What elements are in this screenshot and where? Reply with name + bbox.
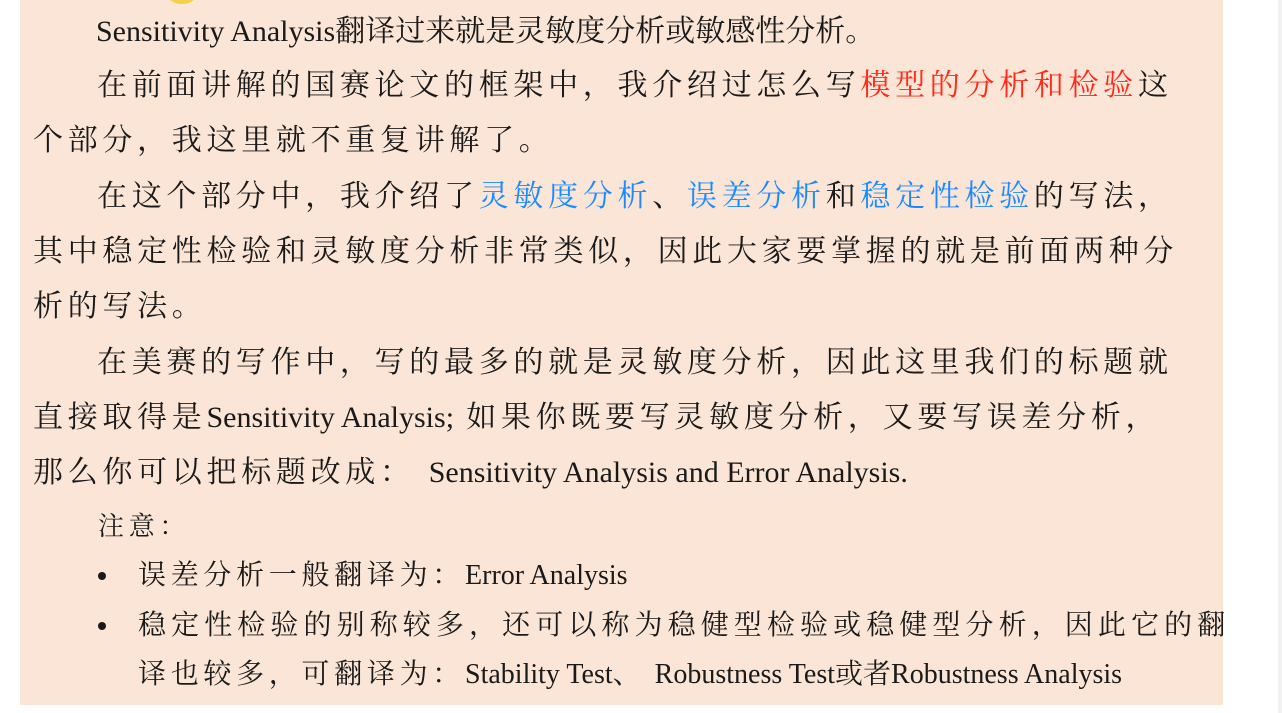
paragraph-2-line-1 xyxy=(97,66,1173,106)
decorative-dot xyxy=(168,0,196,4)
bullet2-or: 或者 xyxy=(835,659,892,690)
p3-line3-text: 析的写法。 xyxy=(33,290,207,323)
p2-line1-tail: 这 xyxy=(1138,69,1173,102)
paragraph-4-line-3 xyxy=(33,453,908,493)
p2-line2-text: 个部分，我这里就不重复讲解了。 xyxy=(33,124,554,157)
p4-line1-text: 在美赛的写作中，写的最多的就是灵敏度分析，因此这里我们的标题就 xyxy=(97,346,1173,379)
paragraph-4-line-1 xyxy=(97,343,1173,383)
p3-line2-text: 其中稳定性检验和灵敏度分析非常类似，因此大家要掌握的就是前面两种分 xyxy=(33,235,1179,268)
bullet2-stability-test: Stability Test、 xyxy=(465,659,641,690)
paragraph-2-line-2 xyxy=(33,121,554,161)
p3-error-analysis-link: 误差分析 xyxy=(686,180,826,213)
p3-separator: 、 xyxy=(652,180,687,213)
bullet2-line1: 稳定性检验的别称较多，还可以称为稳健型检验或稳健型分析，因此它的翻 xyxy=(138,610,1231,641)
p4-line2-cn: 直接取得是 xyxy=(33,401,207,434)
paragraph-3-line-3 xyxy=(33,287,207,327)
note-bullet-1 xyxy=(138,556,628,596)
p4-line3-cn: 那么你可以把标题改成： xyxy=(33,456,415,489)
p3-and: 和 xyxy=(825,180,861,213)
note-bullet-2-line-2 xyxy=(138,655,1122,695)
paragraph-3-line-1 xyxy=(97,177,1173,217)
p1-line1: Sensitivity Analysis翻译过来就是灵敏度分析或敏感性分析。 xyxy=(96,15,876,48)
bullet1-cn: 误差分析一般翻译为： xyxy=(138,560,466,591)
bullet1-en: Error Analysis xyxy=(465,560,628,591)
note-label xyxy=(98,507,190,547)
p3-line1-text: 在这个部分中，我介绍了 xyxy=(97,180,479,213)
bullet2-robustness-test: Robustness Test xyxy=(654,659,835,690)
p4-line2-rest: 如果你既要写灵敏度分析，又要写误差分析， xyxy=(454,401,1161,434)
paragraph-4-line-2 xyxy=(33,398,1160,438)
p2-highlight-model-analysis: 模型的分析和检验 xyxy=(860,69,1139,102)
bullet2-line2-cn: 译也较多，可翻译为： xyxy=(138,659,466,690)
p4-line3-en: Sensitivity Analysis and Error Analysis. xyxy=(428,456,908,489)
p3-sensitivity-link: 灵敏度分析 xyxy=(478,180,653,213)
p3-stability-test-link: 稳定性检验 xyxy=(860,180,1034,213)
document-page xyxy=(20,0,1231,705)
note-label-text: 注意： xyxy=(98,512,191,541)
p2-line1-text: 在前面讲解的国赛论文的框架中，我介绍过怎么写 xyxy=(97,69,861,102)
bullet-icon xyxy=(98,622,106,630)
bullet-icon xyxy=(98,572,106,580)
paragraph-3-line-2 xyxy=(33,232,1178,272)
paragraph-1 xyxy=(96,12,875,52)
window-edge xyxy=(1278,0,1282,713)
bullet2-robustness-analysis: Robustness Analysis xyxy=(891,659,1123,690)
note-bullet-2-line-1 xyxy=(138,606,1230,646)
p4-line2-en: Sensitivity Analysis; xyxy=(206,401,455,434)
p3-line1-tail: 的写法， xyxy=(1033,180,1173,213)
